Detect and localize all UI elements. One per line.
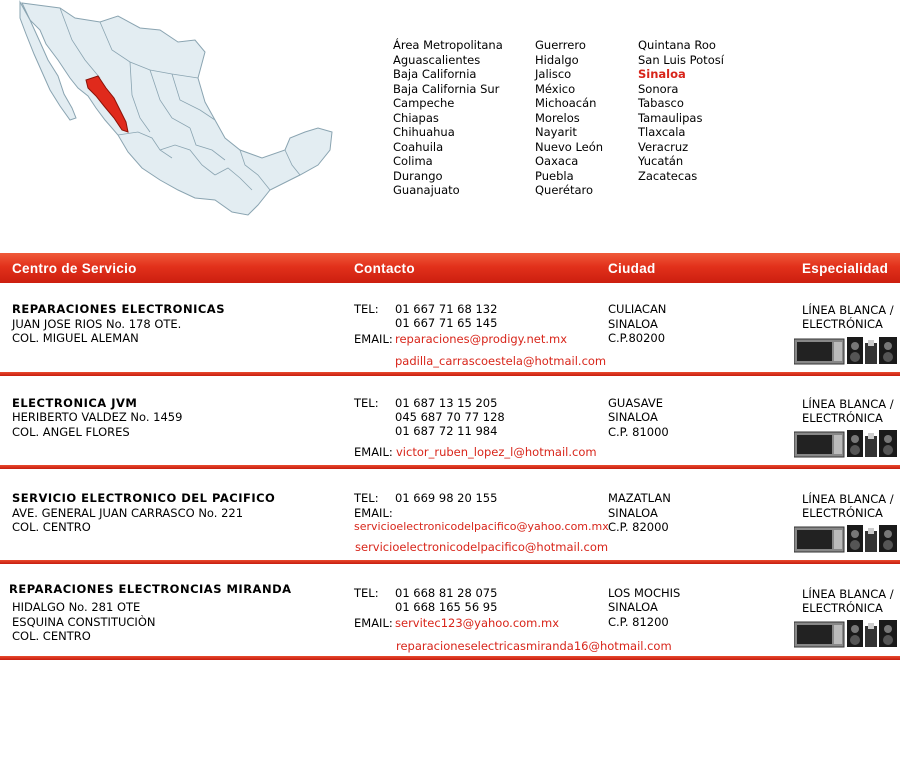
email-link[interactable]: reparaciones@prodigy.net.mx — [395, 332, 568, 346]
specialty-line: LÍNEA BLANCA / — [802, 397, 894, 411]
state-link[interactable]: Guanajuato — [393, 183, 460, 197]
state-link[interactable]: Yucatán — [638, 154, 684, 168]
city-line: LOS MOCHIS — [608, 586, 681, 600]
header-contact: Contacto — [354, 261, 415, 276]
address-line: HIDALGO No. 281 OTE — [12, 600, 141, 614]
specialty-line: ELECTRÓNICA — [802, 317, 883, 331]
state-link[interactable]: Tlaxcala — [638, 125, 686, 139]
phone: 01 668 165 56 95 — [395, 600, 498, 614]
city-line: C.P. 81000 — [608, 425, 669, 439]
email-label: EMAIL: — [354, 506, 393, 520]
state-link[interactable]: Chihuahua — [393, 125, 455, 139]
state-link[interactable]: Área Metropolitana — [393, 38, 503, 52]
email-link[interactable]: servicioelectronicodelpacifico@hotmail.com — [355, 540, 609, 554]
city-line: GUASAVE — [608, 396, 663, 410]
header-service: Centro de Servicio — [12, 261, 137, 276]
table-header — [0, 253, 900, 283]
address-line: COL. MIGUEL ALEMAN — [12, 331, 139, 345]
state-link[interactable]: Coahuila — [393, 139, 444, 154]
tel-label: TEL: — [354, 396, 379, 410]
email-label: EMAIL: — [354, 332, 393, 346]
phone: 01 667 71 65 145 — [395, 316, 498, 330]
email-link[interactable]: victor_ruben_lopez_l@hotmail.com — [396, 445, 597, 459]
appliances-image — [794, 430, 898, 458]
state-link[interactable]: Baja California Sur — [393, 81, 500, 96]
header-specialty: Especialidad — [802, 261, 889, 276]
phone: 01 668 81 28 075 — [395, 586, 498, 600]
state-link[interactable]: Baja California — [393, 67, 477, 81]
specialty-line: ELECTRÓNICA — [802, 601, 883, 615]
state-link[interactable]: Nuevo León — [535, 139, 604, 154]
email-link[interactable]: reparacioneselectricasmiranda16@hotmail.com — [396, 639, 672, 653]
phone: 01 687 13 15 205 — [395, 396, 498, 410]
address-line: COL. CENTRO — [12, 520, 91, 534]
state-link[interactable]: Nayarit — [535, 125, 577, 139]
address-line: AVE. GENERAL JUAN CARRASCO No. 221 — [12, 506, 244, 520]
city-line: SINALOA — [608, 317, 658, 331]
state-link[interactable]: San Luis Potosí — [638, 52, 724, 67]
city-line: SINALOA — [608, 506, 658, 520]
phone: 01 667 71 68 132 — [395, 302, 498, 316]
tel-label: TEL: — [354, 586, 379, 600]
header-city: Ciudad — [608, 261, 656, 276]
appliances-image — [794, 525, 898, 553]
specialty-line: ELECTRÓNICA — [802, 411, 883, 425]
city-line: C.P. 81200 — [608, 615, 669, 629]
state-link[interactable]: Tabasco — [638, 96, 684, 110]
email-link[interactable]: servitec123@yahoo.com.mx — [395, 616, 560, 630]
phone: 045 687 70 77 128 — [395, 410, 505, 424]
city-line: C.P. 82000 — [608, 520, 669, 534]
email-label: EMAIL: — [354, 445, 393, 459]
state-column-3 — [638, 38, 724, 183]
state-link[interactable]: Zacatecas — [638, 168, 698, 183]
state-link-selected[interactable]: Sinaloa — [638, 67, 686, 81]
state-link[interactable]: Sonora — [638, 81, 679, 96]
specialty-line: LÍNEA BLANCA / — [802, 492, 894, 506]
row-divider — [0, 656, 900, 660]
state-column-1 — [393, 38, 503, 198]
city-line: C.P.80200 — [608, 331, 666, 345]
state-link[interactable]: Hidalgo — [535, 52, 579, 67]
mexico-map[interactable] — [0, 0, 345, 232]
state-link[interactable]: Querétaro — [535, 183, 594, 197]
center-name: REPARACIONES ELECTRONCIAS MIRANDA — [9, 582, 292, 596]
address-line: COL. CENTRO — [12, 629, 91, 643]
phone: 01 687 72 11 984 — [395, 424, 498, 438]
state-link[interactable]: Tamaulipas — [638, 110, 703, 125]
state-link[interactable]: Morelos — [535, 110, 580, 125]
city-line: MAZATLAN — [608, 491, 671, 505]
state-link[interactable]: Puebla — [535, 168, 574, 183]
state-link[interactable]: Colima — [393, 154, 433, 168]
tel-label: TEL: — [354, 491, 379, 505]
center-name: REPARACIONES ELECTRONICAS — [12, 302, 225, 316]
center-name: ELECTRONICA JVM — [12, 396, 138, 410]
state-link[interactable]: Veracruz — [638, 139, 689, 154]
city-line: CULIACAN — [608, 302, 667, 316]
state-link[interactable]: Durango — [393, 168, 443, 183]
city-line: SINALOA — [608, 600, 658, 614]
state-column-2 — [535, 38, 603, 198]
center-name: SERVICIO ELECTRONICO DEL PACIFICO — [12, 491, 276, 505]
address-line: JUAN JOSE RIOS No. 178 OTE. — [12, 317, 182, 331]
row-divider — [0, 465, 900, 469]
tel-label: TEL: — [354, 302, 379, 316]
address-line: ESQUINA CONSTITUCIÒN — [12, 615, 156, 629]
state-link[interactable]: Guerrero — [535, 38, 586, 52]
state-link[interactable]: México — [535, 81, 576, 96]
state-link[interactable]: Chiapas — [393, 110, 439, 125]
state-link[interactable]: Quintana Roo — [638, 38, 716, 52]
state-link[interactable]: Michoacán — [535, 96, 597, 110]
email-link[interactable]: padilla_carrascoestela@hotmail.com — [395, 354, 607, 368]
address-line: COL. ANGEL FLORES — [12, 425, 130, 439]
city-line: SINALOA — [608, 410, 658, 424]
email-label: EMAIL: — [354, 616, 393, 630]
appliances-image — [794, 620, 898, 648]
email-link[interactable]: servicioelectronicodelpacifico@yahoo.com.mx — [354, 520, 609, 533]
state-link[interactable]: Campeche — [393, 96, 455, 110]
state-link[interactable]: Jalisco — [535, 67, 572, 81]
state-link[interactable]: Oaxaca — [535, 154, 579, 168]
specialty-line: LÍNEA BLANCA / — [802, 303, 894, 317]
address-line: HERIBERTO VALDEZ No. 1459 — [12, 410, 183, 424]
specialty-line: ELECTRÓNICA — [802, 506, 883, 520]
appliances-image — [794, 337, 898, 365]
phone: 01 669 98 20 155 — [395, 491, 498, 505]
row-divider — [0, 372, 900, 376]
specialty-line: LÍNEA BLANCA / — [802, 587, 894, 601]
row-divider — [0, 560, 900, 564]
state-link[interactable]: Aguascalientes — [393, 52, 481, 67]
